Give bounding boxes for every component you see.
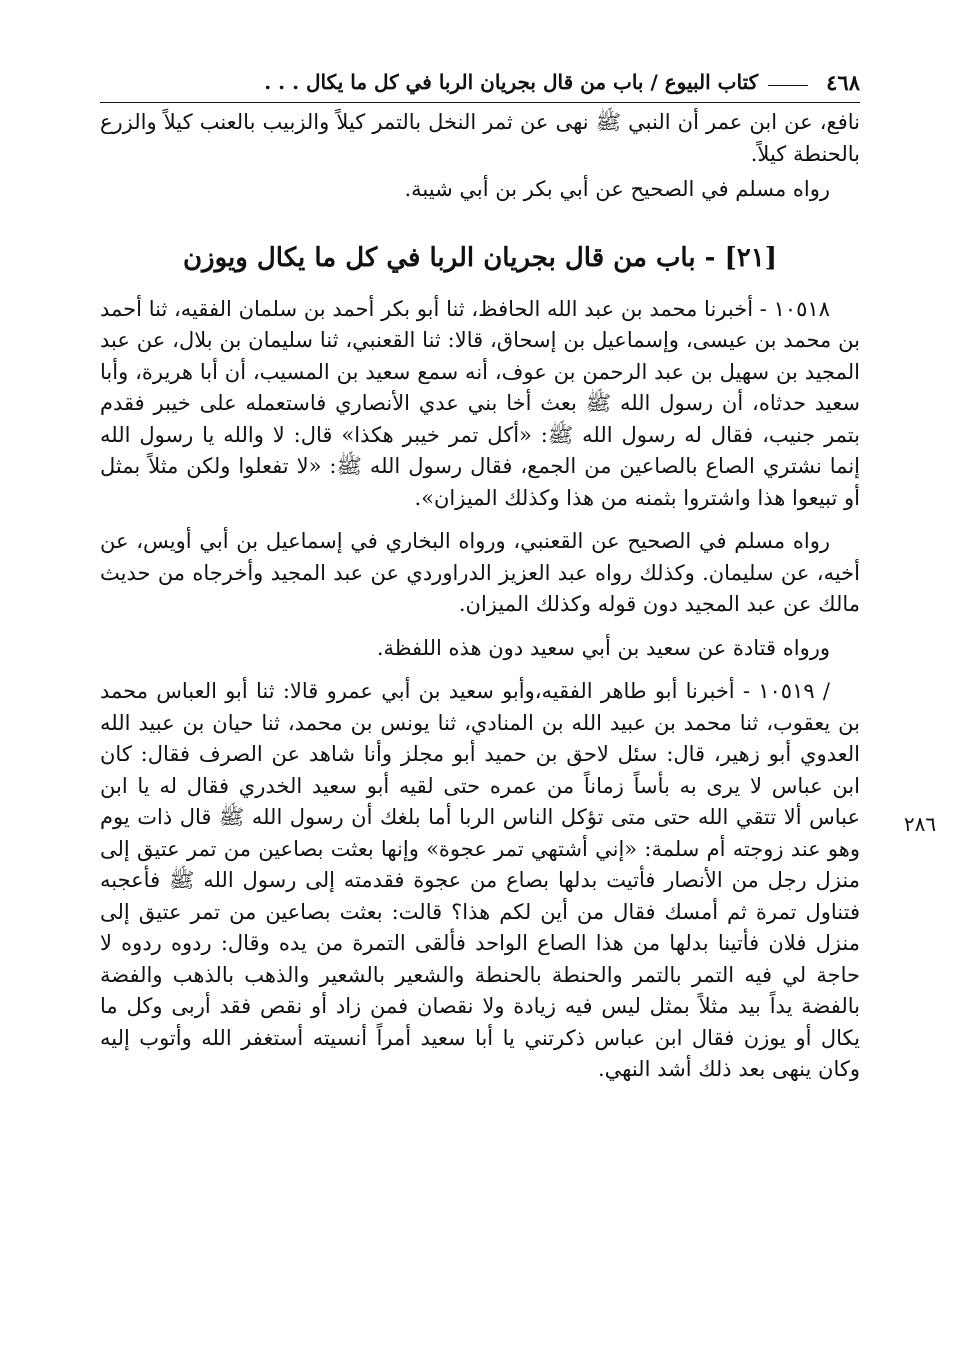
narration-note: رواه مسلم في الصحيح عن أبي بكر بن أبي شيبة. <box>404 177 830 201</box>
hadith-10518: ١٠٥١٨ - أخبرنا محمد بن عبد الله الحافظ، ثنا أبو بكر أحمد بن سلمان الفقيه، ثنا أحمد بن محمد بن عيسى، وإسماعيل بن إسحاق، قالا: ثنا القعنبي، ثنا سليمان بن بلال، عن عبد المجيد بن سهيل بن عبد الرحمن بن عوف، أنه سمع سعيد بن المسيب، أن أبا هريرة، وأبا سعيد حدثاه، أن رسول الله ﷺ بعث أخا بني عدي الأنصاري فاستعمله على خيبر فقدم بتمر جنيب، فقال له رسول الله ﷺ: «أكل تمر خيبر هكذا» قال: لا والله يا رسول الله إنما نشتري الصاع بالصاعين من الجمع، فقال رسول الله ﷺ: «لا تفعلوا ولكن مثلاً بمثل أو تبيعوا هذا واشتروا بثمنه من هذا وكذلك الميزان». <box>100 296 860 510</box>
running-title: كتاب البيوع / باب من قال بجريان الربا في كل ما يكال . . . <box>264 70 759 94</box>
margin-volume-page-number: ٢٨٦ <box>903 812 937 836</box>
narration-note-qatada: ورواه قتادة عن سعيد بن أبي سعيد دون هذه اللفظة. <box>376 635 830 660</box>
page-number: ٤٦٨ <box>826 69 860 95</box>
chapter-heading: [٢١] - باب من قال بجريان الربا في كل ما يكال ويوزن <box>182 242 778 273</box>
narration-note-muslim: رواه مسلم في الصحيح عن القعنبي، ورواه البخاري في إسماعيل بن أبي أويس، عن أخيه، عن سليمان. وكذلك رواه عبد العزيز الدراوردي عن عبد المجيد وأخرجاه من حديث مالك عن عبد المجيد دون قوله وكذلك الميزان. <box>100 529 860 616</box>
header-rule <box>768 85 808 86</box>
hadith-10519: / ١٠٥١٩ - أخبرنا أبو طاهر الفقيه،وأبو سعيد بن أبي عمرو قالا: ثنا أبو العباس محمد بن يعقوب، ثنا محمد بن عبيد الله بن المنادي، ثنا يونس بن محمد، ثنا حيان بن عبيد الله العدوي أبو زهير، قال: سئل لاحق بن حميد أبو مجلز وأنا شاهد عن الصرف فقال: كان ابن عباس لا يرى به بأساً زماناً من عمره حتى لقيه أبو سعيد الخدري فقال له يا ابن عباس ألا تتقي الله حتى متى تؤكل الناس الربا أما بلغك أن رسول الله ﷺ قال ذات يوم وهو عند زوجته أم سلمة: «إني أشتهي تمر عجوة» وإنها بعثت بصاعين من تمر عتيق إلى منزل رجل من الأنصار فأتيت بدلها بصاع من عجوة فقدمته إلى رسول الله ﷺ فأعجبه فتناول تمرة ثم أمسك فقال من أين لكم هذا؟ قالت: بعثت بصاعين من تمر عتيق إلى منزل فلان فأتينا بدلها من هذا الصاع الواحد فألقى التمرة من يده وقال: ردوه ردوه لا حاجة لي فيه التمر بالتمر والحنطة بالحنطة والشعير بالشعير والذهب بالذهب والفضة بالفضة يداً بيد مثلاً بمثل ليس فيه زيادة ولا نقصان فمن زاد أو نقص فقد أربى وكل ما يكال أو يوزن فقال ابن عباس ذكرتني يا أبا سعيد أمراً أنسيته أستغفر الله وأتوب إليه وكان ينهى بعد ذلك أشد النهي. <box>100 679 860 1081</box>
book-page <box>100 62 937 1312</box>
continued-hadith: نافع، عن ابن عمر أن النبي ﷺ نهى عن ثمر النخل بالتمر كيلاً والزبيب بالعنب كيلاً والزرع بالحنطة كيلاً. <box>100 110 860 166</box>
running-header <box>100 62 860 103</box>
